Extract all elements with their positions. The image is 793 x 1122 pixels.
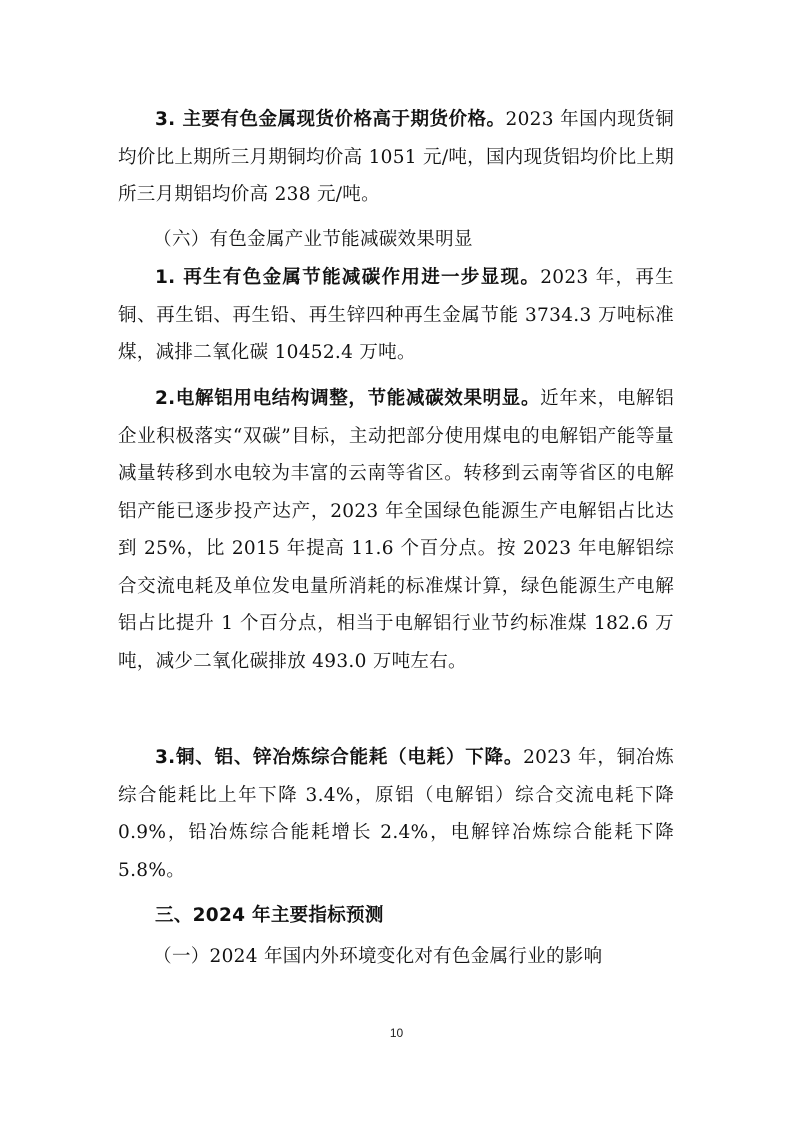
paragraph-recycled-metals xyxy=(118,259,674,372)
paragraph-lead: 3.铜、铝、锌冶炼综合能耗（电耗）下降。 xyxy=(155,747,524,768)
subsection-heading-environment-impact: （一）2024 年国内外环境变化对有色金属行业的影响 xyxy=(153,946,603,967)
paragraph-lead: 2.电解铝用电结构调整，节能减碳效果明显。 xyxy=(155,388,541,409)
paragraph-body: 2023 年，再生铜、再生铝、再生铅、再生锌四种再生金属节能 3734.3 万吨标准煤，减排二氧化碳 10452.4 万吨。 xyxy=(118,267,674,363)
page-number: 10 xyxy=(389,1026,404,1040)
paragraph-body: 2023 年，铜冶炼综合能耗比上年下降 3.4%，原铝（电解铝）综合交流电耗下降 0.9%，铅冶炼综合能耗增长 2.4%，电解锌冶炼综合能耗下降 5.8%。 xyxy=(118,747,674,881)
paragraph-body: 近年来，电解铝企业积极落实“双碳”目标，主动把部分使用煤电的电解铝产能等量减量转移到水电较为丰富的云南等省区。转移到云南等省区的电解铝产能已逐步投产达产，2023 年全国绿色能源生产电解铝占比达到 25%，比 2015 年提高 11.6 个百分点。按 2023 年电解铝综合交流电耗及单位发电量所消耗的标准煤计算，绿色能源生产电解铝占比提升 1 个百分点，相当于电解铝行业节约标准煤 182.6 万吨，减少二氧化碳排放 493.0 万吨左右。 xyxy=(118,388,674,672)
paragraph-lead: 3. 主要有色金属现货价格高于期货价格。 xyxy=(155,109,506,130)
paragraph-smelting-energy xyxy=(118,739,674,889)
paragraph-body: 2023 年国内现货铜均价比上期所三月期铜均价高 1051 元/吨，国内现货铝均价比上期所三月期铝均价高 238 元/吨。 xyxy=(118,109,675,205)
section-heading-energy-saving: （六）有色金属产业节能减碳效果明显 xyxy=(153,229,473,250)
part-heading-2024-forecast: 三、2024 年主要指标预测 xyxy=(155,905,384,926)
paragraph-electrolytic-aluminum xyxy=(118,380,674,680)
paragraph-lead: 1. 再生有色金属节能减碳作用进一步显现。 xyxy=(155,267,541,288)
paragraph-spot-vs-futures-price xyxy=(118,101,674,214)
